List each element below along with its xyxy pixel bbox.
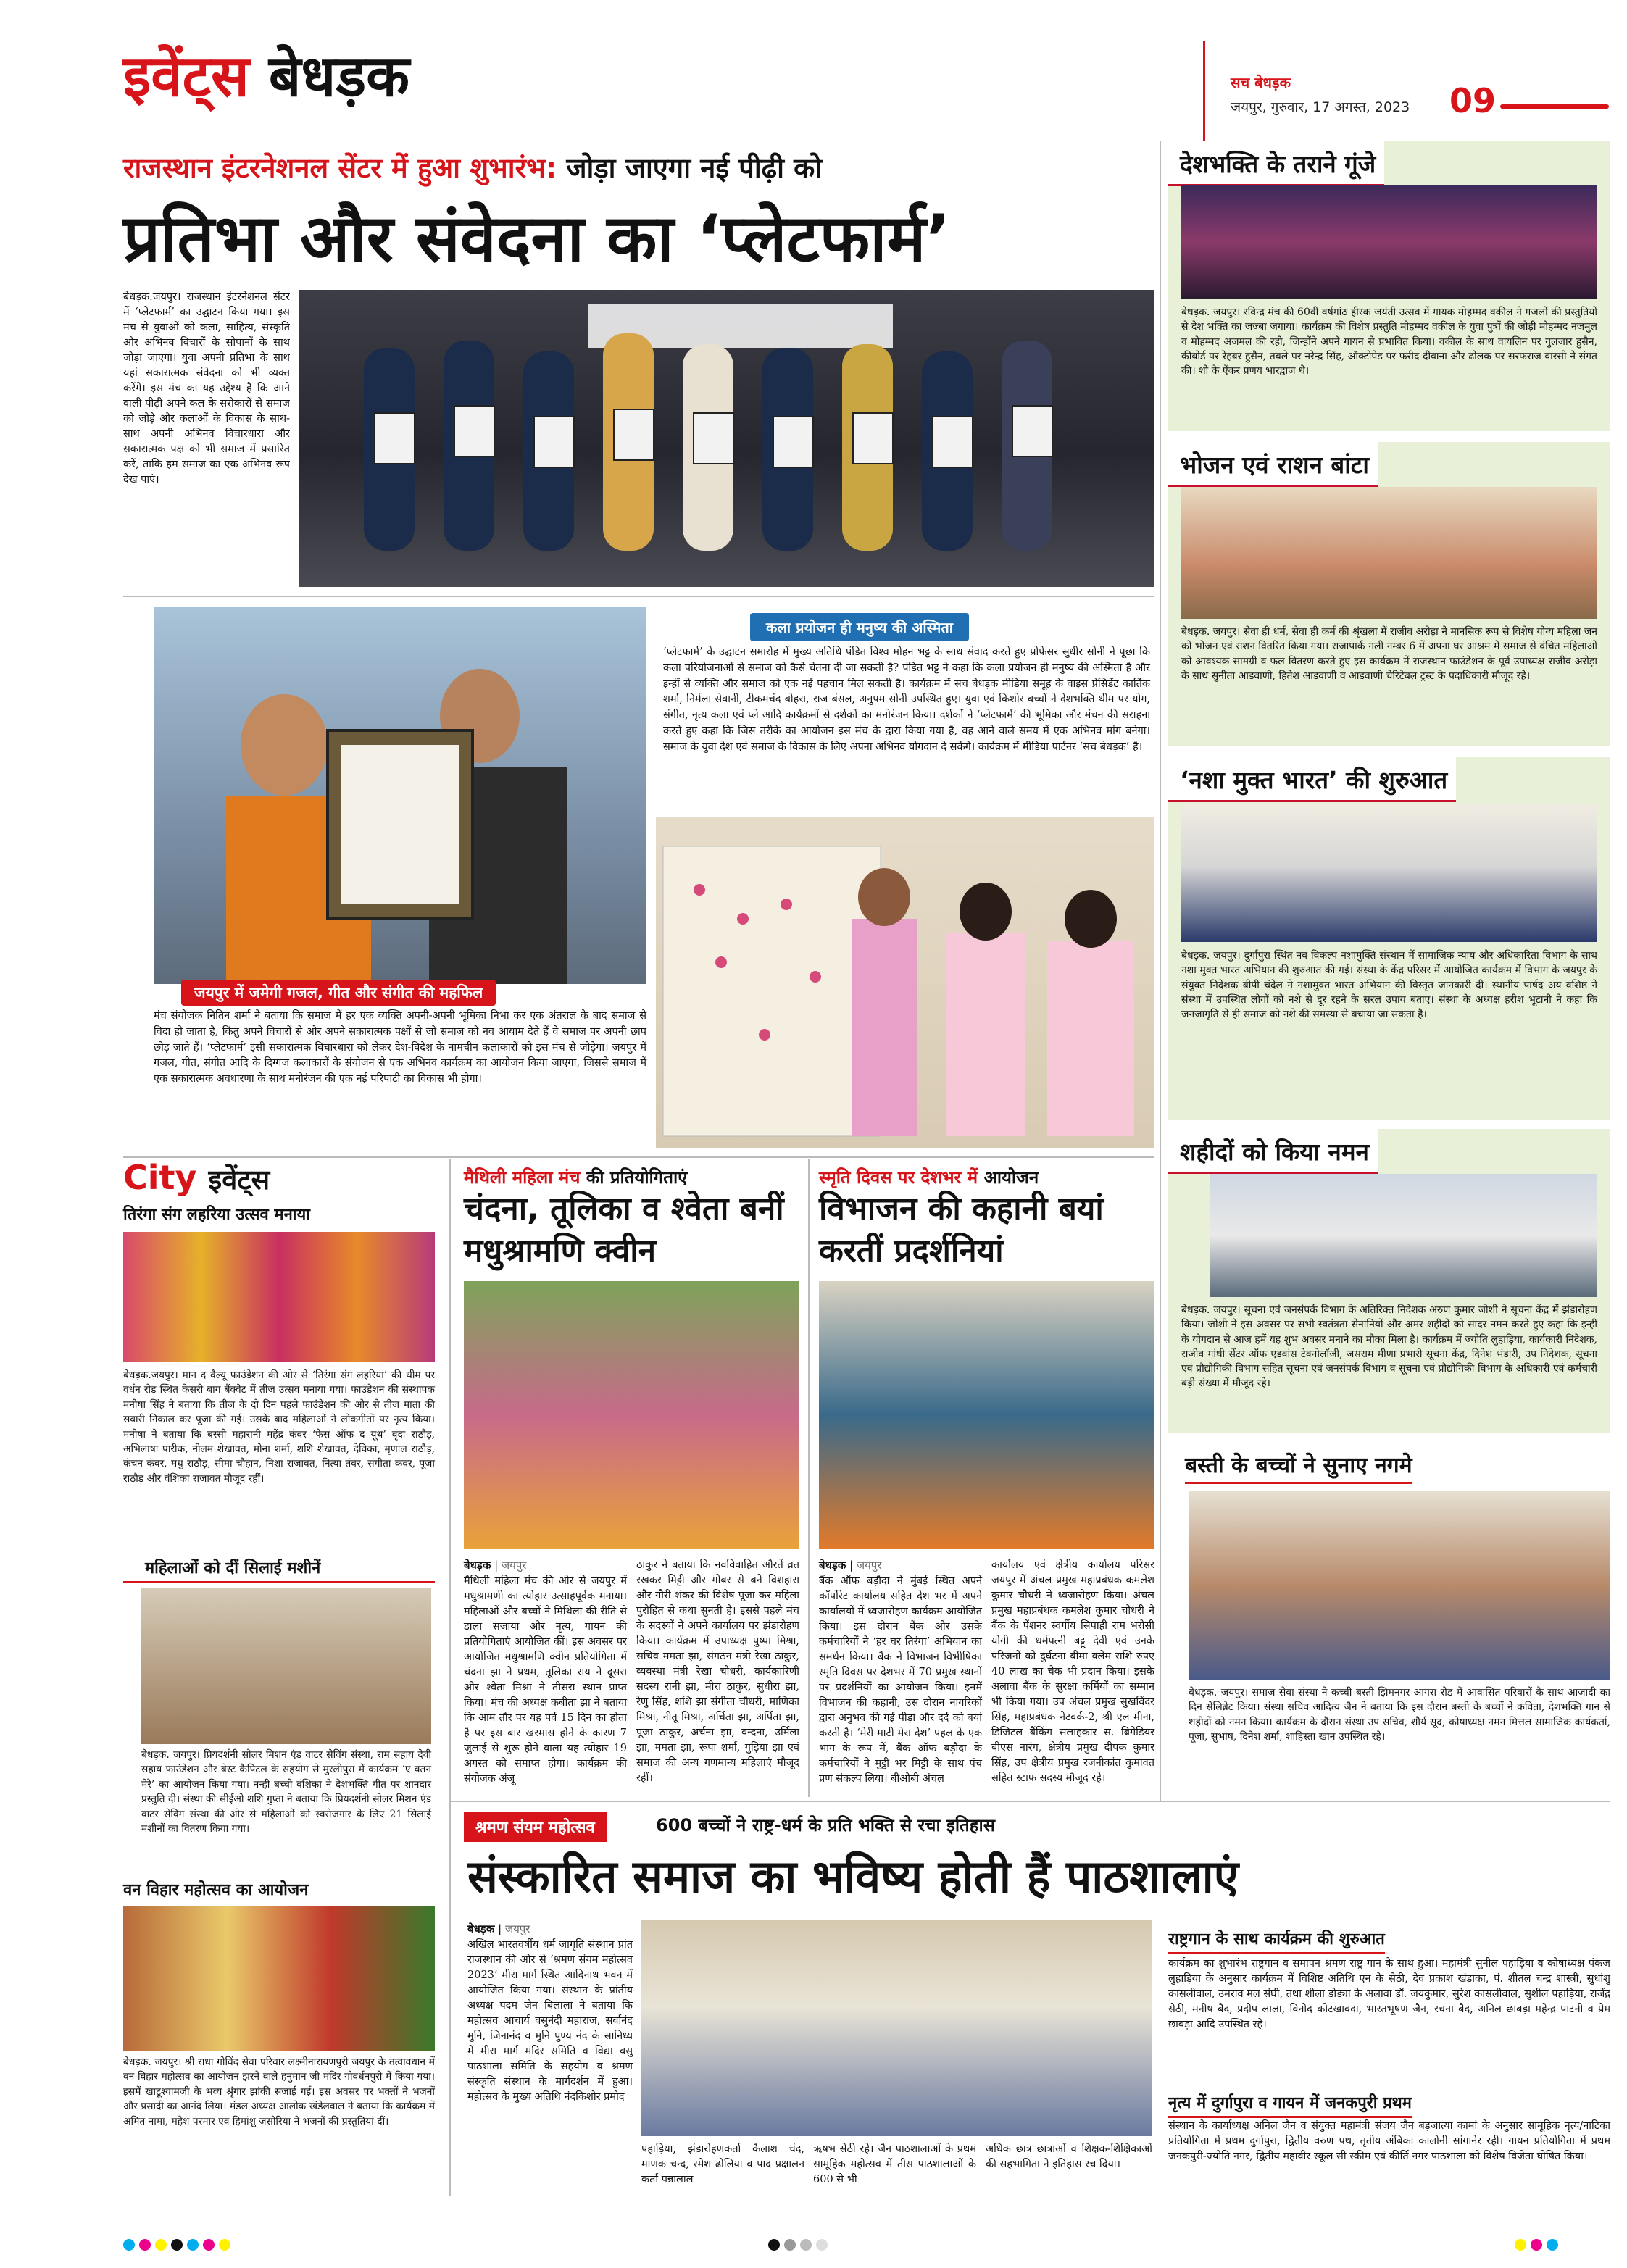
award-illustration — [154, 607, 646, 984]
van-vihar-photo — [123, 1906, 435, 2051]
sidebar-text-1: बेधड़क. जयपुर। रविन्द्र मंच की 60वीं वर्षगांठ हीरक जयंती उत्सव में गायक मोहम्मद वकील ने गजलों की प्रस्तुतियों से देश भक्ति का जज्बा जगाया। कार्यक्रम की विशेष प्रस्तुति मोहम्मद वकील के युवा पुत्रों की जोड़ी मोहम्मद नजमुल व मोहम्मद अजमल की रही, जिन्होंने अपने गायन से प्रभावित किया। वकील के साथ वायलिन पर गुलजार हुसैन, कीबोर्ड पर रेहबर हुसैन, तबले पर नरेन्द्र सिंह, ऑक्टोपेड पर फरीद दीवाना और ढोलक पर सरफराज वारसी ने संगत की। शो के ऐंकर प्रणय भारद्वाज थे। — [1181, 307, 1597, 378]
food-distribution-photo — [1181, 487, 1597, 619]
stage-figures-illustration — [299, 290, 1154, 587]
dateline: जयपुर, गुरुवार, 17 अगस्त, 2023 — [1231, 99, 1410, 115]
sidebar-box-4 — [1168, 1129, 1610, 1433]
shraman-side-1-text: कार्यक्रम का शुभारंभ राष्ट्रगान व समापन श्रमण राष्ट्र गान के साथ हुआ। महामंत्री सुनील पहाड़िया व कोषाध्यक्ष पंकज लुहाड़िया के अनुसार कार्यक्रम में विशिष्ट अतिथि एन के सेठी, देव प्रकाश खंडाका, पं. शीतल चन्द्र शास्त्री, सुधांशु कासलीवाल, उमराव मल संघी, तथा शीला डोड्या के अलावा डॉ. जयकुमार, सुरेश कासलीवाल, सुशील पहाड़िया, राजेंद्र सेठी, मनीष बैद, प्रदीप लाला, विनोद कोटखावदा, भारतभूषण जैन, रचना बैद, अनिल छाबड़ा महेन्द्र पाटनी व प्रेम छाबड़ा आदि उपस्थित रहे। — [1168, 1958, 1610, 2031]
shraman-byline: बेधड़क | जयपुर — [467, 1922, 530, 1935]
vibhajan-col-1: बैंक ऑफ बड़ौदा ने मुंबई स्थित अपने कॉर्पोरेट कार्यालय सहित देश भर में अपने कार्यालयों में ध्वजारोहण कार्यक्रम आयोजित किया। इस दौरान बैंक और उसके कर्मचारियों ने ‘हर घर तिरंगा’ अभियान का समर्थन किया। बैंक ने विभाजन विभीषिका स्मृति दिवस पर देशभर में 70 प्रमुख स्थानों पर प्रदर्शनियों का आयोजन किया। इनमें विभाजन की कहानी, उस दौरान नागरिकों द्वारा अनुभव की गई पीड़ा और दर्द को बयां करती है। ‘मेरी माटी मेरा देश’ पहल के एक भाग के रूप में, बैंक ऑफ बड़ौदा के कर्मचारियों ने मुट्ठी भर मिट्टी के साथ पंच प्रण संकल्प लिया। बीओबी अंचल — [819, 1575, 982, 1785]
registration-marks-right — [1515, 2239, 1562, 2254]
divider — [449, 1801, 1610, 1802]
shraman-cont-2: ऋषभ सेठी रहे। जैन पाठशालाओं के प्रथम सामूहिक महोत्सव में तीस पाठशालाओं के 600 से भी — [813, 2143, 976, 2186]
city-item-3-text: बेधड़क. जयपुर। श्री राधा गोविंद सेवा परिवार लक्ष्मीनारायणपुरी जयपुर के तत्वावधान में वन विहार महोत्सव का आयोजन झरने वाले हनुमान जी मंदिर गोवर्धनपुरी में किया गया। इसमें खाटूश्यामजी के भव्य श्रृंगार झांकी सजाई गई। इस अवसर पर भक्तों ने भजनों और प्रसादी का आनंद लिया। मंडल अध्यक्ष आलोक खंडेलवाल ने बताया कि कार्यक्रम में अमित नामा, महेश परमार एवं हिमांशु जसोरिया ने भजनों की प्रस्तुतियां दीं। — [123, 2056, 435, 2127]
brand-logo: सच बेधड़क — [1231, 74, 1291, 91]
masthead-divider — [1203, 41, 1205, 142]
maithili-group-photo — [464, 1281, 799, 1549]
city-events-label: City इवेंट्स — [123, 1158, 270, 1197]
maithili-kicker: मैथिली महिला मंच की प्रतियोगिताएं — [464, 1167, 688, 1188]
children-painting-photo — [656, 817, 1154, 1148]
caption-tag: जयपुर में जमेगी गजल, गीत और संगीत की महफिल — [181, 980, 496, 1006]
concert-photo — [1181, 185, 1597, 299]
lead-kicker: राजस्थान इंटरनेशनल सेंटर में हुआ शुभारंभ: जोड़ा जाएगा नई पीढ़ी को — [123, 152, 823, 184]
divider — [123, 1581, 435, 1583]
divider — [1160, 141, 1161, 1801]
martyrs-tribute-photo — [1210, 1174, 1597, 1297]
sidebar-text-3: बेधड़क. जयपुर। दुर्गापुरा स्थित नव विकल्प नशामुक्ति संस्थान में सामाजिक न्याय और अधिकारिता विभाग के साथ नशा मुक्त भारत अभियान की शुरुआत की गई। संस्था के केंद्र परिसर में आयोजित कार्यक्रम में विभाग के जयपुर के संयुक्त निदेशक बीपी चंदेल ने नशामुक्त भारत अभियान की विस्तृत जानकारी दी। स्थानीय पार्षद अय वशिष्ठ ने संस्था में उपस्थित लोगों को नशे से दूर रहने के सरल उपाय बताए। संस्था के अध्यक्ष हरीश भूटानी ने कहा कि जनजागृति से ही समाज को नशे की समस्या से बचाया जा सकता है। — [1181, 950, 1597, 1021]
sidebar-text-4: बेधड़क. जयपुर। सूचना एवं जनसंपर्क विभाग के अतिरिक्त निदेशक अरुण कुमार जोशी ने सूचना केंद्र में झंडारोहण किया। जोशी ने इस अवसर पर सभी स्वतंत्रता सेनानियों और अमर शहीदों को सादर नमन करते हुए कहा कि इन्हीं के योगदान से आज हमें यह शुभ अवसर मनाने का मौका मिला है। कार्यक्रम में ज्योति लुहाड़िया, कार्यकारी निदेशक, राजीव गांधी सेंटर ऑफ एडवांस टेक्नोलॉजी, जसराम मीणा प्रभारी सूचना केंद्र, दिनेश भंडारी, उप निदेशक, सूचना एवं प्रौद्योगिकी विभाग सहित सूचना एवं जनसंपर्क विभाग व सूचना एवं प्रौद्योगिकी विभाग के अधिकारी एवं कर्मचारी बड़ी संख्या में मौजूद रहे। — [1181, 1304, 1597, 1390]
shraman-side-2-text: संस्थान के कार्याध्यक्ष अनिल जैन व संयुक्त महामंत्री संजय जैन बड़जात्या कामां के अनुसार सामूहिक नृत्य/नाटिका प्रतियोगिता में प्रथम दुर्गापुरा, द्वितीय वरुण पथ, तृतीय अंबिका कालोनी सांगानेर रही। गायन प्रतियोगिता में प्रथम जनकपुरी-ज्योति नगर, द्वितीय महावीर स्कूल सी स्कीम एवं कीर्ति नगर पाठशाला को विशेष विजेता घोषित किया। — [1168, 2120, 1610, 2163]
shraman-tag: श्रमण संयम महोत्सव — [464, 1812, 607, 1842]
registration-marks-left — [123, 2239, 235, 2254]
pen-icon — [1500, 104, 1609, 109]
lead-intro-text: बेधड़क.जयपुर। राजस्थान इंटरनेशनल सेंटर में ‘प्लेटफार्म’ का उद्घाटन किया गया। इस मंच से युवाओं को कला, साहित्य, संस्कृति और अभिनव विचारों के सोपानों के साथ जोड़ा जाएगा। युवा अपनी प्रतिभा के साथ यहां सकारात्मक संवेदना को भी व्यक्त करेंगे। इस मंच का यह उद्देश्य है कि आने वाली पीढ़ी अपने कल के सरोकारों से समाज को जोड़े और कलाओं के विकास के साथ-साथ अपनी अभिनव विचारधारा और सकारात्मक पक्ष को भी समाज में प्रसारित करें, ताकि हम समाज का एक अभिनव रूप देख पाएं। — [123, 291, 290, 486]
sidebar-box-2 — [1168, 442, 1610, 746]
sidebar-text-2: बेधड़क. जयपुर। सेवा ही धर्म, सेवा ही कर्म की श्रृंखला में राजीव अरोड़ा ने मानसिक रूप से विशेष योग्य महिला जन को भोजन एवं राशन वितरित किया गया। राजापार्क गली नम्बर 6 में अपना घर आश्रम में समाज से वंचित महिलाओं को आवश्यक सामग्री व फल वितरण करते हुए इस कार्यक्रम में राजस्थान फाउंडेशन के पूर्व उपाध्यक्ष राजीव अरोड़ा के साथ सुनीता आडवाणी, हितेश आडवाणी व आडवाणी चेरिटेबल ट्रस्ट के पदाधिकारी मौजूद रहे। — [1181, 626, 1597, 682]
city-item-2-text: बेधड़क. जयपुर। प्रियदर्शनी सोलर मिशन एंड वाटर सेविंग संस्था, राम सहाय देवी सहाय फाउंडेशन और बेस्ट कैपिटल के सहयोग से मुरलीपुरा में कार्यक्रम ‘ए वतन मेरे’ का आयोजन किया गया। नन्ही बच्ची वंशिका ने देशभक्ति गीत पर शानदार प्रस्तुति दी। संस्था की सीईओ शशि गुप्ता ने बताया कि प्रियदर्शनी सोलर मिशन एंड वाटर सेविंग संस्था की ओर से महिलाओं को स्वरोजगार के लिए 21 सिलाई मशीनों का वितरण किया गया। — [141, 1749, 431, 1835]
sidebar-title-4: शहीदों को किया नमन — [1168, 1129, 1378, 1174]
shraman-side-1-title: राष्ट्रगान के साथ कार्यक्रम की शुरुआत — [1168, 1927, 1385, 1954]
divider — [808, 1159, 810, 1797]
page-number: 09 — [1449, 81, 1497, 120]
sewing-machines-photo — [141, 1588, 431, 1744]
divider — [123, 1156, 1154, 1158]
vibhajan-headline: विभाजन की कहानी बयां करतीं प्रदर्शनियां — [819, 1191, 1104, 1270]
vibhajan-byline: बेधड़क | जयपुर — [819, 1559, 882, 1572]
caption-text: मंच संयोजक नितिन शर्मा ने बताया कि समाज में हर एक व्यक्ति अपनी-अपनी भूमिका निभा कर एक अंतराल के बाद समाज से विदा हो जाता है, किंतु अपने विचारों से और अपने सकारात्मक पक्षों से जो समाज को नव आयाम देते हैं वे समाज पर अपनी छाप छोड़ जाते हैं। ‘प्लेटफार्म’ इसी सकारात्मक विचारधारा को लेकर देश-विदेश के नामचीन कलाकारों को इस मंच से जोड़ेगा। जयपुर में गजल, गीत, संगीत आदि के दिग्गज कलाकारों के संयोजन से एक अभिनव कार्यक्रम का आयोजन किया जाएगा, जिससे समाज में एक सकारात्मक अवधारणा के साथ मनोरंजन की एक नई परिपाटी का विकास भी होगा। — [154, 1010, 646, 1085]
maithili-byline: बेधड़क | जयपुर — [464, 1559, 527, 1572]
maithili-col-2: ठाकुर ने बताया कि नवविवाहित औरतें व्रत रखकर मिट्टी और गोबर से बने विशहारा और गौरी शंकर की विशेष पूजा कर महिला पुरोहित से कथा सुनती है। इससे पहले मंच के सदस्यों ने अपने कार्यालय पर झंडारोहण किया। कार्यक्रम में उपाध्यक्ष पुष्पा मिश्रा, सचिव ममता झा, संगठन मंत्री रेखा ठाकुर, व्यवस्था मंत्री रेखा चौधरी, कार्यकारिणी सदस्य रानी झा, मीरा ठाकुर, सुधीरा झा, रेणु सिंह, शशि झा संगीता चौधरी, माणिका मिश्रा, नीतू मिश्रा, अर्चिता झा, अर्पिता झा, पूजा ठाकुर, अर्चना झा, वन्दना, उर्मिला झा, ममता झा, रूपा शर्मा, गुड़िया झा एवं समाज की अन्य गणमान्य महिलाएं मौजूद रहीं। — [636, 1559, 799, 1785]
masthead-title-black: बेधड़क — [268, 44, 410, 109]
shraman-side-2-title: नृत्य में दुर्गापुरा व गायन में जनकपुरी प्रथम — [1168, 2091, 1412, 2118]
shraman-col-1: अखिल भारतवर्षीय धर्म जागृति संस्थान प्रांत राजस्थान की ओर से ‘श्रमण संयम महोत्सव 2023’ मीरा मार्ग स्थित आदिनाथ भवन में आयोजित किया गया। संस्थान के प्रांतीय अध्यक्ष पदम जैन बिलाला ने बताया कि महोत्सव आचार्य वसुनंदी महाराज, सर्वानंद मुनि, जिनानंद व मुनि पुण्य नंद के सानिध्य में मीरा मार्ग मंदिर समिति व विद्या वसु पाठशाला समिति के सहयोग व श्रमण संस्कृति संस्थान के मार्गदर्शन में हुआ। महोत्सव के मुख्य अतिथि नंदकिशोर प्रमोद — [467, 1939, 633, 2104]
shraman-kicker: 600 बच्चों ने राष्ट्र-धर्म के प्रति भक्ति से रचा इतिहास — [656, 1815, 995, 1835]
platform-launch-group-photo — [299, 290, 1154, 587]
city-item-2-title: महिलाओं को दीं सिलाई मशीनें — [145, 1559, 321, 1577]
maithili-headline: चंदना, तूलिका व श्वेता बनीं मधुश्रामणि क्वीन — [464, 1191, 784, 1270]
award-presentation-photo — [154, 607, 646, 984]
sidebar-title-1: देशभक्ति के तराने गूंजे — [1168, 141, 1384, 186]
sidebar-title-5: बस्ती के बच्चों ने सुनाए नगमे — [1185, 1449, 1412, 1484]
shraman-cont-1: पहाड़िया, झंडारोहणकर्ता कैलाश चंद, माणक चन्द, रमेश ढोलिया व पाद प्रक्षालन कर्ता पन्नालाल — [641, 2143, 804, 2186]
sidebar-box-1 — [1168, 141, 1610, 431]
basti-children-photo — [1189, 1491, 1610, 1680]
city-item-3-title: वन विहार महोत्सव का आयोजन — [123, 1881, 309, 1899]
maithili-col-1: मैथिली महिला मंच की ओर से जयपुर में मधुश्रामणी का त्योहार उत्साहपूर्वक मनाया। महिलाओं और बच्चों ने मिथिला की रीति से डाला सजाया और नृत्य, गायन की प्रतियोगिताएं आयोजित कीं। इस अवसर पर आयोजित मधुश्रामणि क्वीन प्रतियोगिता में चंदना झा ने प्रथम, तूलिका राय ने दूसरा और श्वेता मिश्रा ने तीसरा स्थान प्राप्त किया। मंच की अध्यक्ष कबीता झा ने बताया कि आम तौर पर यह पर्व 15 दिन का होता है पर इस बार खरमास होने के कारण 7 जुलाई से शुरू होने वाला यह त्योहार 19 अगस्त को समाप्त होगा। कार्यक्रम की संयोजक अंजू — [464, 1575, 627, 1785]
sidebar-text-5: बेधड़क. जयपुर। समाज सेवा संस्था ने कच्ची बस्ती झिमनगर आगरा रोड में आवासित परिवारों के साथ आजादी का दिन सेलिब्रेट किया। संस्था सचिव आदित्य जैन ने बताया कि इस दौरान बस्ती के बच्चों ने कविता, देशभक्ति गान से शहीदों को नमन किया। कार्यक्रम के दौरान संस्था उप सचिव, शौर्य सूद, कोषाध्यक्ष नमन मित्तल सामाजिक कार्यकर्ता, पूजा, सुभाष, दिनेश शर्मा, शाहिस्ता खान उपस्थित रहे। — [1189, 1687, 1610, 1743]
shraman-cont-3: अधिक छात्र छात्राओं व शिक्षक-शिक्षिकाओं की सहभागिता ने इतिहास रच दिया। — [986, 2143, 1152, 2171]
bank-exhibition-photo — [819, 1281, 1154, 1549]
divider — [449, 1159, 451, 2196]
teej-festival-photo — [123, 1232, 435, 1362]
masthead-title-red: इवेंट्स — [123, 44, 249, 109]
sidebar-title-2: भोजन एवं राशन बांटा — [1168, 442, 1378, 487]
pathshala-event-photo — [641, 1920, 1152, 2136]
lead-headline: प्रतिभा और संवेदना का ‘प्लेटफार्म’ — [123, 201, 951, 277]
registration-marks-center — [768, 2239, 832, 2254]
sub-story-tag: कला प्रयोजन ही मनुष्य की अस्मिता — [750, 613, 969, 641]
shraman-headline: संस्कारित समाज का भविष्य होती हैं पाठशालाएं — [467, 1850, 1239, 1903]
vibhajan-kicker: स्मृति दिवस पर देशभर में आयोजन — [819, 1167, 1039, 1188]
divider — [123, 596, 1154, 597]
children-illustration — [656, 817, 1154, 1148]
masthead — [123, 41, 1610, 135]
nasha-mukt-photo — [1181, 804, 1597, 942]
sub-story-text: ‘प्लेटफार्म’ के उद्घाटन समारोह में मुख्य अतिथि पंडित विश्व मोहन भट्ट के साथ संवाद करते हुए प्रोफेसर सुधीर सोनी ने पूछा कि कला परियोजनाओं से समाज को कैसे चेतना दी जा सकती है? पंडित भट्ट ने कहा कि कला प्रयोजन ही मनुष्य की अस्मिता है और इन्हीं से व्यक्ति और समाज को एक नई पहचान मिल सकती है। कार्यक्रम में सच बेधड़क मीडिया समूह के वाइस प्रेसिडेंट कार्तिक शर्मा, निर्मला सेवानी, टीकमचंद बोहरा, राज बंसल, अनुपम सोनी उपस्थित हुए। युवा एवं किशोर बच्चों ने देशभक्ति थीम पर योग, संगीत, नृत्य कला एवं प्ले आदि कार्यक्रमों से दर्शकों का मनोरंजन किया। दर्शकों ने ‘प्लेटफार्म’ की भूमिका और मंचन की सराहना करते हुए कहा कि जिस तरीके का आयोजन इस मंच के द्वारा किया गया है, वह आने वाले समय में एक अभिनव मांग बनेगा। समाज के युवा देश एवं समाज के विकास के लिए अपना अभिनव योगदान दे सकेंगे। कार्यक्रम में मीडिया पार्टनर ‘सच बेधड़क’ है। — [663, 646, 1150, 753]
sidebar-title-3: ‘नशा मुक्त भारत’ की शुरुआत — [1168, 757, 1456, 802]
city-item-1-title: तिरंगा संग लहरिया उत्सव मनाया — [123, 1206, 310, 1224]
vibhajan-col-2: कार्यालय एवं क्षेत्रीय कार्यालय परिसर जयपुर में अंचल प्रमुख महाप्रबंधक कमलेश कुमार चौधरी ने ध्वजारोहण किया। अंचल प्रमुख महाप्रबंधक कमलेश कुमार चौधरी ने बैंक के पेंशनर स्वर्गीय सिपाही राम भरोसी योगी की धर्मपत्नी बट्टू देवी एवं उनके परिजनों को दुर्घटना बीमा क्लेम राशि रुपए 40 लाख का चेक भी प्रदान किया। इसके अलावा बैंक के सुरक्षा कर्मियों का सम्मान भी किया गया। उप अंचल प्रमुख सुखविंदर सिंह, महाप्रबंधक नेटवर्क-2, श्री एल मीना, डिजिटल बैंकिंग सलाहकार स. ब्रिगेडियर बीएस नारंग, क्षेत्रीय प्रमुख दीपक कुमार सिंह, उप क्षेत्रीय प्रमुख रजनीकांत कुमावत सहित स्टाफ सदस्य मौजूद रहे। — [991, 1559, 1154, 1785]
city-item-1-text: बेधड़क.जयपुर। मान द वैल्यू फाउंडेशन की ओर से ‘तिरंगा संग लहरिया’ की थीम पर वर्धन रोड स्थित केसरी बाग बैंक्वेट में तीज उत्सव मनाया गया। फाउंडेशन की संस्थापक मनीषा सिंह ने बताया कि तीज के दो दिन पहले फाउंडेशन की ओर से तीज माता की सवारी निकाल कर पूजा की गई। उसके बाद महिलाओं ने लोकगीतों पर नृत्य किया। मनीषा ने बताया कि बस्सी महारानी महेंद्र कंवर ‘फेस ऑफ द यूथ’ वृंदा राठौड़, अभिलाषा पारीक, नीलम शेखावत, मोना शर्मा, शशि शेखावत, देविका, मृणाल राठौड़, कंचन कंवर, मधु राठौड़, सीमा चौहान, निशा राजावत, नित्या तंवर, संगीता कंवर, पूजा राठौड़ और वंशिका राजावत मौजूद रहीं। — [123, 1369, 435, 1485]
sidebar-box-3 — [1168, 757, 1610, 1120]
